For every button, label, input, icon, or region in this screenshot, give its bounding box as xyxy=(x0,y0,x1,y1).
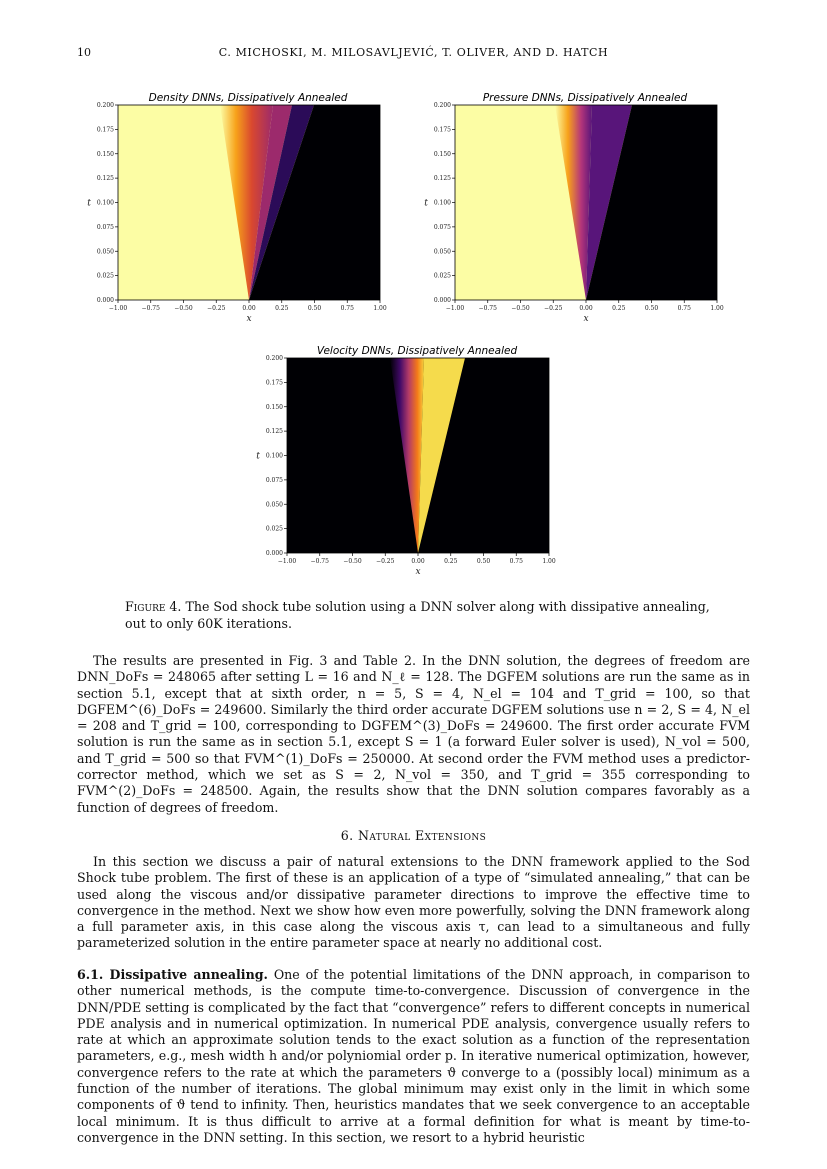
x-axis-label: x xyxy=(415,567,421,577)
y-tick-label: 0.000 xyxy=(96,297,114,304)
x-tick-label: −0.75 xyxy=(310,558,329,565)
y-tick-label: 0.050 xyxy=(96,248,114,256)
subsection-heading: 6.1. Dissipative annealing. xyxy=(77,967,268,982)
pressure-title: Pressure DNNs, Dissipatively Annealed xyxy=(482,92,688,104)
x-tick-label: −0.25 xyxy=(207,305,226,312)
y-tick-label: 0.200 xyxy=(96,102,114,109)
x-tick-label: 0.00 xyxy=(411,558,425,565)
velocity-title: Velocity DNNs, Dissipatively Annealed xyxy=(316,345,518,357)
x-tick-label: −0.50 xyxy=(174,305,193,312)
x-tick-label: 0.25 xyxy=(612,305,626,312)
density-plot-svg xyxy=(77,88,397,328)
x-tick-label: −0.75 xyxy=(478,305,497,312)
y-tick-label: 0.000 xyxy=(433,297,451,304)
x-tick-label: 0.75 xyxy=(340,305,354,312)
velocity-heatmap xyxy=(287,358,549,553)
x-tick-label: 1.00 xyxy=(373,305,387,312)
x-tick-label: −0.50 xyxy=(511,305,530,312)
y-tick-label: 0.175 xyxy=(433,126,451,134)
extensions-paragraph: In this section we discuss a pair of natural extensions to the DNN framework applied to the Sod Shock tube problem. The first of these is an application of a type of “simulated annealing,” that can be used along the viscous and/or dissipative parameter directions to improve the effective time to convergence in the method. Next we show how even more powerfully, solving the DNN framework along a full parameter axis, in this case along the viscous axis τ, can lead to a simultaneous and fully parameterized solution in the entire parameter space at nearly no additional cost. xyxy=(77,854,750,951)
x-tick-label: −1.00 xyxy=(108,305,128,312)
figure-caption xyxy=(125,598,710,632)
x-tick-label: 0.25 xyxy=(444,558,458,565)
x-tick-label: −1.00 xyxy=(277,558,297,565)
y-tick-label: 0.125 xyxy=(265,428,283,436)
annealing-text: One of the potential limitations of the DNN approach, in comparison to other numerical methods, is the compute time-to-convergence. Discussion of convergence in the DNN/PDE setting is complicated by the fact that “convergence” refers to different concepts in numerical PDE analysis and in numerical optimization. In numerical PDE analysis, convergence usually refers to rate at which an approximate solution tends to the exact solution as a function of the representation parameters, e.g., mesh width h and/or polyniomial order p. In iterative numerical optimization, however, convergence refers to the rate at which the parameters ϑ converge to a (possibly local) minimum as a function of the number of iterations. The global minimum may exist only in the limit in which some components of ϑ tend to infinity. Then, heuristics mandates that we seek convergence to an acceptable local minimum. It is thus difficult to arrive at a formal definition for what is meant by time-to-convergence in the DNN setting. In this section, we resort to a hybrid heuristic xyxy=(77,967,750,1145)
y-tick-label: 0.125 xyxy=(433,175,451,183)
y-axis-label: t xyxy=(424,198,428,209)
pressure-plot-svg xyxy=(414,88,734,328)
page-number: 10 xyxy=(77,46,91,59)
y-tick-label: 0.125 xyxy=(96,175,114,183)
density-heatmap xyxy=(118,105,380,300)
y-tick-label: 0.100 xyxy=(265,452,283,460)
y-axis-label: t xyxy=(256,451,260,462)
pressure-plot xyxy=(414,88,734,328)
density-title: Density DNNs, Dissipatively Annealed xyxy=(148,92,348,104)
x-tick-label: 0.75 xyxy=(509,558,523,565)
y-tick-label: 0.175 xyxy=(265,379,283,387)
x-tick-label: −0.25 xyxy=(376,558,395,565)
x-axis-label: x xyxy=(246,314,252,324)
x-tick-label: 0.00 xyxy=(579,305,593,312)
running-authors: C. MICHOSKI, M. MILOSAVLJEVIĆ, T. OLIVER, AND D. HATCH xyxy=(218,46,609,59)
x-tick-label: 0.00 xyxy=(242,305,256,312)
density-plot xyxy=(77,88,397,328)
caption-text: The Sod shock tube solution using a DNN solver along with dissipative annealing, out to only 60K iterations. xyxy=(125,599,710,631)
x-tick-label: −0.75 xyxy=(141,305,160,312)
y-tick-label: 0.100 xyxy=(433,199,451,207)
y-tick-label: 0.075 xyxy=(433,223,451,231)
y-tick-label: 0.050 xyxy=(433,248,451,256)
figure-label: Figure 4. xyxy=(125,599,182,614)
y-tick-label: 0.025 xyxy=(433,272,451,280)
pressure-heatmap xyxy=(455,105,717,300)
y-tick-label: 0.050 xyxy=(265,501,283,509)
x-tick-label: 0.50 xyxy=(644,305,659,312)
y-tick-label: 0.100 xyxy=(96,199,114,207)
y-tick-label: 0.000 xyxy=(265,550,283,557)
x-tick-label: −1.00 xyxy=(445,305,465,312)
velocity-plot-svg xyxy=(246,341,566,581)
y-tick-label: 0.150 xyxy=(96,150,114,158)
x-tick-label: 0.50 xyxy=(307,305,322,312)
y-tick-label: 0.200 xyxy=(433,102,451,109)
y-tick-label: 0.150 xyxy=(433,150,451,158)
x-tick-label: 1.00 xyxy=(542,558,556,565)
velocity-plot xyxy=(246,341,566,581)
x-axis-label: x xyxy=(583,314,589,324)
section-title: 6. Natural Extensions xyxy=(340,828,487,843)
x-tick-label: −0.25 xyxy=(544,305,563,312)
y-tick-label: 0.200 xyxy=(265,355,283,362)
x-tick-label: −0.50 xyxy=(343,558,362,565)
y-tick-label: 0.150 xyxy=(265,403,283,411)
x-tick-label: 0.75 xyxy=(677,305,691,312)
y-tick-label: 0.175 xyxy=(96,126,114,134)
x-tick-label: 0.50 xyxy=(476,558,491,565)
x-tick-label: 1.00 xyxy=(710,305,724,312)
y-tick-label: 0.075 xyxy=(265,476,283,484)
y-tick-label: 0.025 xyxy=(265,525,283,533)
annealing-paragraph xyxy=(77,967,750,1146)
x-tick-label: 0.25 xyxy=(275,305,289,312)
y-tick-label: 0.075 xyxy=(96,223,114,231)
y-axis-label: t xyxy=(87,198,91,209)
results-paragraph: The results are presented in Fig. 3 and Table 2. In the DNN solution, the degrees of freedom are DNN_DoFs = 248065 after setting L = 16 and N_ℓ = 128. The DGFEM solutions are run the same as in section 5.1, except that at sixth order, n = 5, S = 4, N_el = 104 and T_grid = 100, so that DGFEM^(6)_DoFs = 249600. Similarly the third order accurate DGFEM solutions use n = 2, S = 4, N_el = 208 and T_grid = 100, corresponding to DGFEM^(3)_DoFs = 249600. The first order accurate FVM solution is run the same as in section 5.1, except S = 1 (a forward Euler solver is used), N_vol = 500, and T_grid = 500 so that FVM^(1)_DoFs = 250000. At second order the FVM method uses a predictor-corrector method, which we set as S = 2, N_vol = 350, and T_grid = 355 corresponding to FVM^(2)_DoFs = 248500. Again, the results show that the DNN solution compares favorably as a function of degrees of freedom. xyxy=(77,653,750,815)
y-tick-label: 0.025 xyxy=(96,272,114,280)
